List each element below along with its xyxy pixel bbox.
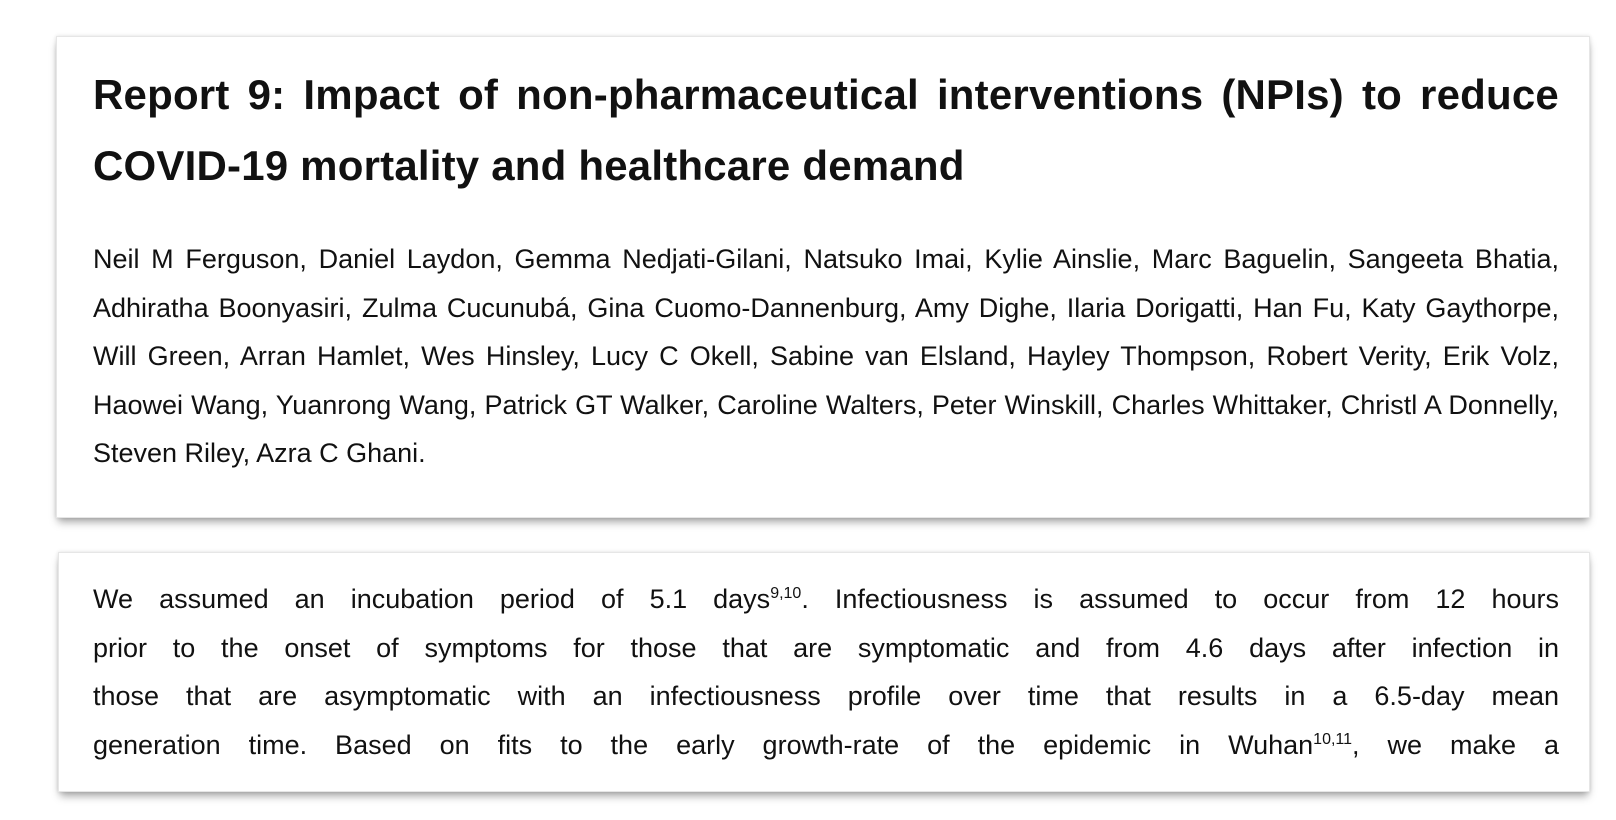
- line-text: We assumed an incubation period of 5.1 days: [93, 584, 771, 614]
- line-text: , we make a: [1352, 729, 1560, 760]
- citation-superscript: 10,11: [1313, 730, 1353, 748]
- paragraph-line: prior to the onset of symptoms for those that are symptomatic and from 4.6 days after infection in: [93, 632, 1559, 663]
- body-paragraph: [93, 575, 1559, 769]
- title-excerpt-card: [56, 36, 1590, 518]
- paragraph-line: those that are asymptomatic with an infectiousness profile over time that results in a 6.5-day mean: [93, 681, 1559, 711]
- line-text: generation time. Based on fits to the early growth-rate of the epidemic in Wuhan: [93, 729, 1314, 760]
- report-title: Report 9: Impact of non-pharmaceutical interventions (NPIs) to reduce COVID-19 mortality and healthcare demand: [93, 71, 1559, 189]
- line-text: . Infectiousness is assumed to occur from 12 hours: [801, 584, 1559, 614]
- body-excerpt-card: [58, 552, 1590, 792]
- citation-superscript: 9,10: [770, 585, 802, 602]
- author-list: Neil M Ferguson, Daniel Laydon, Gemma Nedjati-Gilani, Natsuko Imai, Kylie Ainslie, Marc Baguelin, Sangeeta Bhatia, Adhiratha Boonyasiri, Zulma Cucunubá, Gina Cuomo-Dannenburg, Amy Dighe, Ilaria Dorigatti, Han Fu, Katy Gaythorpe, Will Green, Arran Hamlet, Wes Hinsley, Lucy C Okell, Sabine van Elsland, Hayley Thompson, Robert Verity, Erik Volz, Haowei Wang, Yuanrong Wang, Patrick GT Walker, Caroline Walters, Peter Winskill, Charles Whittaker, Christl A Donnelly, Steven Riley, Azra C Ghani.: [93, 244, 1559, 468]
- paragraph-line: [93, 575, 1559, 624]
- paragraph-line: [93, 721, 1559, 770]
